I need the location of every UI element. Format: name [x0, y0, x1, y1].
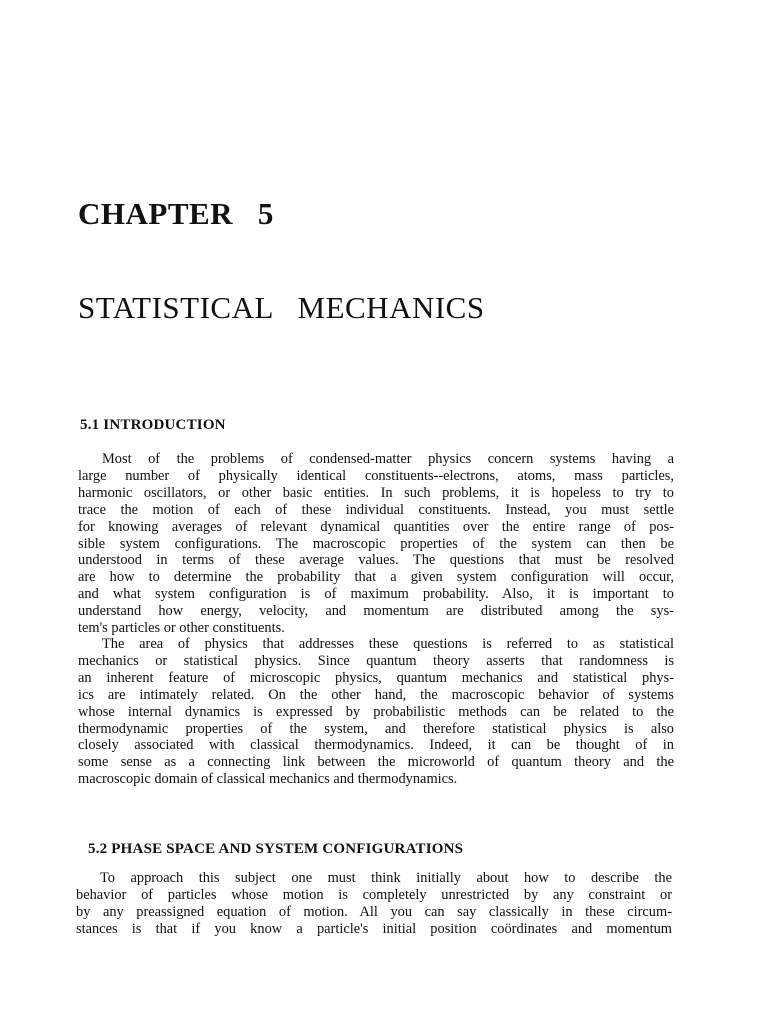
introduction-paragraph-1: [78, 451, 674, 637]
text-line: some sense as a connecting link between the microworld of quantum theory and the: [78, 754, 674, 771]
text-line: and what system configuration is of maximum probability. Also, it is important to: [78, 586, 674, 603]
text-line: understand how energy, velocity, and momentum are distributed among the sys-: [78, 603, 674, 620]
text-line: thermodynamic properties of the system, and therefore statistical physics is also: [78, 720, 674, 737]
text-line: behavior of particles whose motion is completely unrestricted by any constraint or: [76, 886, 672, 903]
text-line: Most of the problems of condensed-matter physics concern systems having a: [102, 451, 674, 467]
text-line: ics are intimately related. On the other hand, the macroscopic behavior of systems: [78, 686, 674, 703]
text-line: To approach this subject one must think initially about how to describe the: [100, 870, 672, 886]
text-line: an inherent feature of microscopic physics, quantum mechanics and statistical phys-: [78, 669, 674, 686]
text-line: closely associated with classical thermodynamics. Indeed, it can be thought of in: [78, 737, 674, 754]
section-heading-phase-space: 5.2 PHASE SPACE AND SYSTEM CONFIGURATIONS: [88, 841, 464, 857]
text-line: trace the motion of each of these individual constituents. Instead, you must settle: [78, 501, 674, 518]
text-line: The area of physics that addresses these questions is referred to as statistical: [102, 636, 674, 652]
text-line: understood in terms of these average values. The questions that must be resolved: [78, 552, 674, 569]
text-line: by any preassigned equation of motion. All you can say classically in these circum-: [76, 903, 672, 920]
text-line: tem's particles or other constituents.: [78, 620, 285, 637]
text-line: whose internal dynamics is expressed by probabilistic methods can be related to the: [78, 703, 674, 720]
phase-space-paragraph-1: [76, 870, 672, 938]
introduction-paragraph-2: [78, 636, 674, 788]
text-line: large number of physically identical constituents--electrons, atoms, mass particles,: [78, 467, 674, 484]
chapter-title: STATISTICAL MECHANICS: [78, 290, 485, 325]
chapter-label: CHAPTER 5: [78, 196, 274, 231]
text-line: mechanics or statistical physics. Since quantum theory asserts that randomness is: [78, 652, 674, 669]
text-line: for knowing averages of relevant dynamical quantities over the entire range of pos-: [78, 518, 674, 535]
text-line: sible system configurations. The macroscopic properties of the system can then be: [78, 535, 674, 552]
text-line: are how to determine the probability that a given system configuration will occur,: [78, 569, 674, 586]
text-line: macroscopic domain of classical mechanics and thermodynamics.: [78, 771, 458, 788]
text-line: stances is that if you know a particle's initial position coördinates and momentum: [76, 920, 672, 937]
text-line: harmonic oscillators, or other basic entities. In such problems, it is hopeless to try to: [78, 484, 674, 501]
section-heading-introduction: 5.1 INTRODUCTION: [80, 417, 226, 433]
